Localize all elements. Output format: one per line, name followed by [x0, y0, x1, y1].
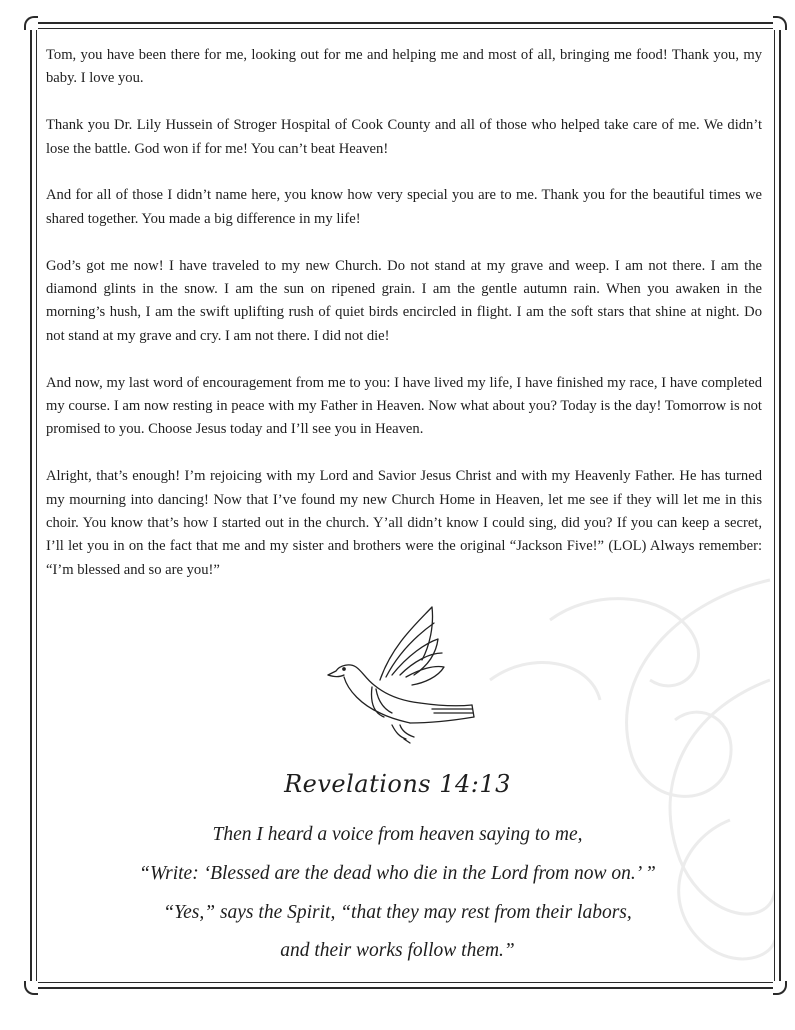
verse-line: Then I heard a voice from heaven saying to me,	[212, 824, 583, 845]
paragraph: And for all of those I didn’t name here, you know how very special you are to me. Thank you for the beautiful times we shared together. You made a big difference in my life!	[46, 187, 762, 227]
verse-line: “Yes,” says the Spirit, “that they may rest from their labors,	[163, 901, 632, 923]
scripture-verse	[0, 816, 795, 971]
paragraph: Thank you Dr. Lily Hussein of Stroger Hospital of Cook County and all of those who helped take care of me. We didn’t lose the battle. God won if for me! You can’t beat Heaven!	[46, 117, 762, 157]
paragraph: And now, my last word of encouragement from me to you: I have lived my life, I have finished my race, I have completed my course. I am now resting in peace with my Father in Heaven. Now what about you? Today is the day! Tomorrow is not promised to you. Choose Jesus today and I’ll see you in Heaven.	[46, 374, 762, 438]
letter-body	[46, 44, 762, 606]
corner-ornament	[773, 16, 787, 30]
paragraph: God’s got me now! I have traveled to my new Church. Do not stand at my grave and weep. I am not there. I am the diamond glints in the snow. I am the sun on ripened grain. I am the gentle autumn rain. When you awaken in the morning’s hush, I am the swift uplifting rush of quiet birds encircled in flight. I am the soft stars that shine at night. Do not stand at my grave and cry. I am not there. I did not die!	[46, 257, 762, 344]
verse-line: “Write: ‘Blessed are the dead who die in the Lord from now on.’ ”	[139, 862, 656, 884]
paragraph: Tom, you have been there for me, looking out for me and helping me and most of all, bringing me food! Thank you, my baby. I love you.	[46, 47, 762, 87]
corner-ornament	[24, 16, 38, 30]
verse-line: and their works follow them.”	[280, 940, 515, 962]
scripture-reference: Revelations 14:13	[284, 770, 511, 798]
paragraph: Alright, that’s enough! I’m rejoicing with my Lord and Savior Jesus Christ and with my Heavenly Father. He has turned my mourning into dancing! Now that I’ve found my new Church Home in Heaven, let me see if they will let me in this choir. You know that’s how I started out in the church. Y’all didn’t know I could sing, did you? If you can keep a secret, I’ll let you in on the fact that me and my sister and brothers were the original “Jackson Five!” (LOL) Always remember: “I’m blessed and so are you!”	[46, 468, 762, 578]
corner-ornament	[773, 981, 787, 995]
dove-icon	[322, 605, 482, 750]
corner-ornament	[24, 981, 38, 995]
